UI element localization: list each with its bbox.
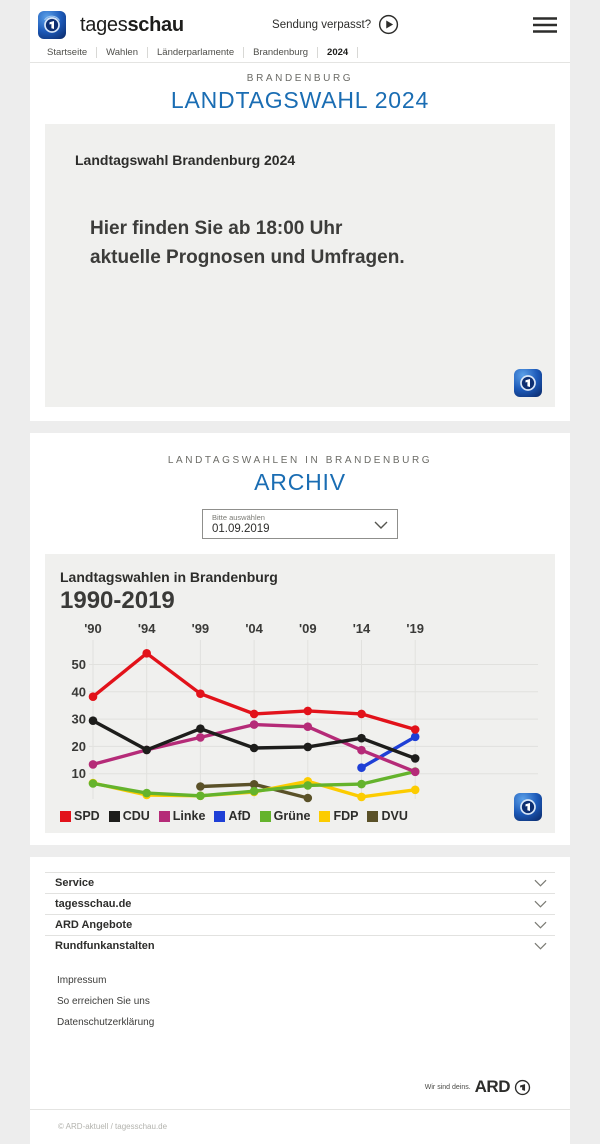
brand-wordmark[interactable] [80, 14, 184, 37]
chart-subtitle: 1990-2019 [60, 587, 175, 614]
legend-item: SPD [60, 809, 100, 823]
legend-item: Grüne [260, 809, 311, 823]
date-select-label: Bitte auswählen [212, 513, 265, 522]
tagesschau-app-logo[interactable] [38, 11, 66, 39]
accordion-rundfunkanstalten[interactable] [45, 935, 555, 956]
legend-swatch [159, 811, 170, 822]
date-select[interactable] [202, 509, 398, 539]
svg-text:10: 10 [71, 766, 86, 782]
svg-text:'14: '14 [352, 621, 371, 636]
copyright-row [30, 1109, 570, 1144]
page-title: LANDTAGSWAHL 2024 [170, 87, 430, 113]
chart-legend [60, 809, 540, 823]
teaser-line2: aktuelle Prognosen und Umfragen. [90, 247, 405, 269]
teaser-card [45, 124, 555, 407]
chevron-down-icon [534, 900, 547, 908]
legend-item: FDP [319, 809, 358, 823]
chevron-down-icon [534, 921, 547, 929]
ard-brand-block [45, 1077, 555, 1097]
svg-text:'99: '99 [191, 621, 210, 636]
svg-text:'94: '94 [137, 621, 156, 636]
accordion-label: Service [55, 877, 95, 889]
chevron-down-icon [534, 942, 547, 950]
svg-text:40: 40 [71, 684, 86, 700]
legend-swatch [260, 811, 271, 822]
teaser-line1: Hier finden Sie ab 18:00 Uhr [90, 218, 343, 239]
chart-card [45, 554, 555, 833]
accordion-tagesschau-de[interactable] [45, 893, 555, 914]
chart-title: Landtagswahlen in Brandenburg [60, 569, 278, 585]
date-select-value: 01.09.2019 [212, 523, 270, 535]
accordion-service[interactable] [45, 872, 555, 893]
archive-section [30, 433, 570, 845]
legend-item: CDU [109, 809, 150, 823]
play-icon[interactable] [378, 14, 399, 35]
legend-item: Linke [159, 809, 206, 823]
ard-app-logo [514, 793, 542, 821]
hero-kicker: BRANDENBURG [246, 73, 354, 84]
menu-button[interactable] [532, 14, 558, 36]
legend-swatch [214, 811, 225, 822]
footer-links [45, 970, 555, 1033]
link-impressum[interactable]: Impressum [57, 975, 107, 986]
brand-bold: schau [127, 13, 184, 36]
breadcrumb-item-brandenburg[interactable]: Brandenburg [244, 47, 318, 58]
hamburger-icon [532, 16, 558, 34]
ard-wordmark: ARD [474, 1077, 510, 1096]
election-line-chart [60, 619, 540, 807]
svg-text:20: 20 [71, 738, 86, 754]
archive-kicker: LANDTAGSWAHLEN IN BRANDENBURG [167, 455, 433, 466]
missed-broadcast-link[interactable] [272, 14, 399, 35]
link-kontakt[interactable]: So erreichen Sie uns [57, 996, 150, 1007]
breadcrumb-item-laenderparlamente[interactable]: Länderparlamente [148, 47, 244, 58]
link-datenschutz[interactable]: Datenschutzerklärung [57, 1017, 155, 1028]
breadcrumb-item-wahlen[interactable]: Wahlen [97, 47, 148, 58]
legend-item: AfD [214, 809, 250, 823]
site-header [30, 0, 570, 42]
legend-swatch [60, 811, 71, 822]
svg-text:30: 30 [71, 711, 86, 727]
footer-section [30, 857, 570, 1144]
accordion-ard-angebote[interactable] [45, 914, 555, 935]
svg-text:'90: '90 [84, 621, 102, 636]
chevron-down-icon [374, 521, 388, 529]
svg-text:'19: '19 [406, 621, 424, 636]
legend-swatch [109, 811, 120, 822]
brand-regular: tages [80, 13, 128, 36]
page-shell [30, 0, 570, 1144]
accordion-label: Rundfunkanstalten [55, 940, 155, 952]
breadcrumb [30, 42, 570, 63]
teaser-heading: Landtagswahl Brandenburg 2024 [75, 152, 296, 168]
breadcrumb-item-2024[interactable]: 2024 [318, 47, 358, 58]
legend-swatch [319, 811, 330, 822]
svg-text:'09: '09 [299, 621, 317, 636]
svg-text:50: 50 [71, 657, 86, 672]
accordion-label: tagesschau.de [55, 898, 132, 910]
ard-claim: Wir sind deins. [424, 1083, 471, 1091]
ard-one-icon [514, 1079, 531, 1096]
breadcrumb-item-startseite[interactable]: Startseite [38, 47, 97, 58]
legend-swatch [367, 811, 378, 822]
copyright-text: © ARD-aktuell / tagesschau.de [58, 1122, 168, 1131]
teaser-message [90, 214, 525, 273]
missed-broadcast-label: Sendung verpasst? [272, 18, 372, 31]
accordion-label: ARD Angebote [55, 919, 133, 931]
ard-app-logo [514, 369, 542, 397]
archive-title: ARCHIV [254, 469, 346, 495]
hero-title-block [30, 63, 570, 114]
svg-text:'04: '04 [245, 621, 263, 636]
chevron-down-icon [534, 879, 547, 887]
legend-item: DVU [367, 809, 407, 823]
main-section [30, 0, 570, 421]
